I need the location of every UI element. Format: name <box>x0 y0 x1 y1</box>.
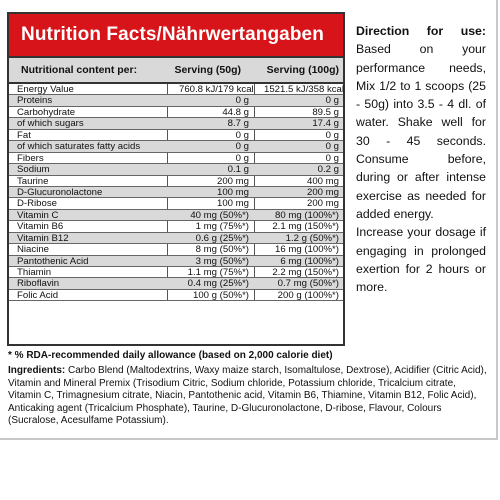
value-per-100g: 6 mg (100%*) <box>280 255 339 267</box>
nutrient-name: Thiamin <box>17 267 52 278</box>
nutrient-name: Fibers <box>17 152 44 164</box>
value-per-50g: 100 mg <box>217 198 249 210</box>
value-per-50g: 0 g <box>235 129 249 141</box>
footer-block <box>8 350 490 427</box>
table-row <box>9 198 343 209</box>
value-per-50g: 0 g <box>235 141 249 153</box>
value-per-100g: 200 mg <box>307 186 339 198</box>
nutrient-name: Folic Acid <box>17 289 59 301</box>
nutrient-name: Vitamin B6 <box>17 221 64 233</box>
table-row <box>9 107 343 118</box>
value-per-50g: 1.1 mg (75%*) <box>187 267 249 278</box>
header-serving-100g: Serving (100g) <box>266 64 339 76</box>
value-per-50g: 3 mg (50%*) <box>195 255 249 267</box>
value-per-100g: 0 g <box>325 95 339 107</box>
value-per-50g: 8.7 g <box>227 118 249 130</box>
value-per-100g: 200 g (100%*) <box>277 289 339 301</box>
nutrient-name: of which sugars <box>17 118 84 130</box>
value-per-50g: 1 mg (75%*) <box>195 221 249 233</box>
panel-title: Nutrition Facts/Nährwertangaben <box>9 14 343 56</box>
ingredients-list: Carbo Blend (Maltodextrins, Waxy maize starch, Isomaltulose, Dextrose), Acidifier (Citric Acid), Vitamin and Mineral Premix (Trisodium Citric, Sodium chloride, Potassium chloride, Tricalcium citrate, Vitamin C, Trimagnesium citrate, Niacin, Pantothenic acid, Vitamin B6, Thiamine, Vitamin B12, Folic Acid), Anticaking agent (Tricalcium Phosphate), Taurine, D-Glucuronolactone, D-ribose, Flavour, Colours (Sucralose, Acesulfame Potassium). <box>8 365 487 427</box>
table-row <box>9 84 343 95</box>
table-row <box>9 221 343 232</box>
value-per-50g: 0.1 g <box>227 164 249 176</box>
nutrient-name: Fat <box>17 129 31 141</box>
value-per-100g: 1.2 g (50%*) <box>285 232 339 244</box>
table-header <box>9 56 343 84</box>
value-per-100g: 0.2 g <box>317 164 339 176</box>
table-row <box>9 290 343 301</box>
value-per-50g: 760.8 kJ/179 kcal <box>179 84 254 95</box>
nutrition-table <box>9 84 343 301</box>
table-row <box>9 141 343 152</box>
value-per-100g: 400 mg <box>307 175 339 187</box>
directions-text: Based on your performance needs, Mix 1/2 to 1 scoops (25 - 50g) into 3.5 - 4 dl. of water. Shake well for 30 - 45 seconds. Consume before, during or after intense exercise as needed for added energy. <box>356 42 486 221</box>
table-row <box>9 118 343 129</box>
nutrient-name: Proteins <box>17 95 53 107</box>
value-per-50g: 44.8 g <box>222 106 249 118</box>
value-per-100g: 0.7 mg (50%*) <box>277 278 339 290</box>
table-row <box>9 130 343 141</box>
value-per-50g: 100 mg <box>217 186 249 198</box>
directions-block <box>356 22 486 296</box>
value-per-50g: 8 mg (50%*) <box>195 244 249 256</box>
nutrient-name: D-Glucuronolactone <box>17 186 103 198</box>
value-per-50g: 0 g <box>235 95 249 107</box>
directions-dosage-text: Increase your dosage if engaging in prolonged exertion for 2 hours or more. <box>356 225 486 295</box>
table-row <box>9 95 343 106</box>
rda-footnote: * % RDA-recommended daily allowance (based on 2,000 calorie diet) <box>8 350 333 361</box>
nutrient-name: Niacine <box>17 244 49 256</box>
table-row <box>9 210 343 221</box>
table-row <box>9 256 343 267</box>
nutrient-name: Pantothenic Acid <box>17 255 89 267</box>
nutrient-name: Riboflavin <box>17 278 60 290</box>
table-row <box>9 176 343 187</box>
value-per-50g: 200 mg <box>217 175 249 187</box>
table-row <box>9 153 343 164</box>
value-per-100g: 17.4 g <box>312 118 339 130</box>
value-per-100g: 0 g <box>325 129 339 141</box>
value-per-100g: 80 mg (100%*) <box>275 209 339 221</box>
value-per-100g: 2.2 mg (150%*) <box>272 267 339 278</box>
header-label: Nutritional content per: <box>21 64 138 76</box>
value-per-100g: 1521.5 kJ/358 kcal <box>264 84 345 95</box>
ingredients-label: Ingredients: <box>8 365 66 377</box>
nutrition-facts-panel <box>7 12 345 346</box>
value-per-50g: 0 g <box>235 152 249 164</box>
nutrient-name: Taurine <box>17 175 49 187</box>
value-per-50g: 100 g (50%*) <box>193 289 249 301</box>
nutrient-name: Carbohydrate <box>17 106 76 118</box>
value-per-100g: 200 mg <box>307 198 339 210</box>
table-row <box>9 267 343 278</box>
directions-heading: Direction for use: <box>356 24 486 38</box>
nutrient-name: Vitamin B12 <box>17 232 69 244</box>
value-per-50g: 0.4 mg (25%*) <box>187 278 249 290</box>
nutrient-name: Sodium <box>17 164 50 176</box>
value-per-100g: 0 g <box>325 152 339 164</box>
header-serving-50g: Serving (50g) <box>174 64 241 76</box>
table-row <box>9 233 343 244</box>
value-per-50g: 40 mg (50%*) <box>190 209 249 221</box>
value-per-100g: 0 g <box>325 141 339 153</box>
nutrient-name: Vitamin C <box>17 209 59 221</box>
table-row <box>9 278 343 289</box>
value-per-100g: 16 mg (100%*) <box>275 244 339 256</box>
nutrient-name: D-Ribose <box>17 198 57 210</box>
nutrient-name: Energy Value <box>17 84 74 95</box>
value-per-100g: 2.1 mg (150%*) <box>272 221 339 233</box>
value-per-50g: 0.6 g (25%*) <box>195 232 249 244</box>
table-row <box>9 164 343 175</box>
table-row <box>9 244 343 255</box>
nutrient-name: of which saturates fatty acids <box>17 141 141 153</box>
value-per-100g: 89.5 g <box>312 106 339 118</box>
ingredients-text <box>8 365 490 427</box>
table-row <box>9 187 343 198</box>
